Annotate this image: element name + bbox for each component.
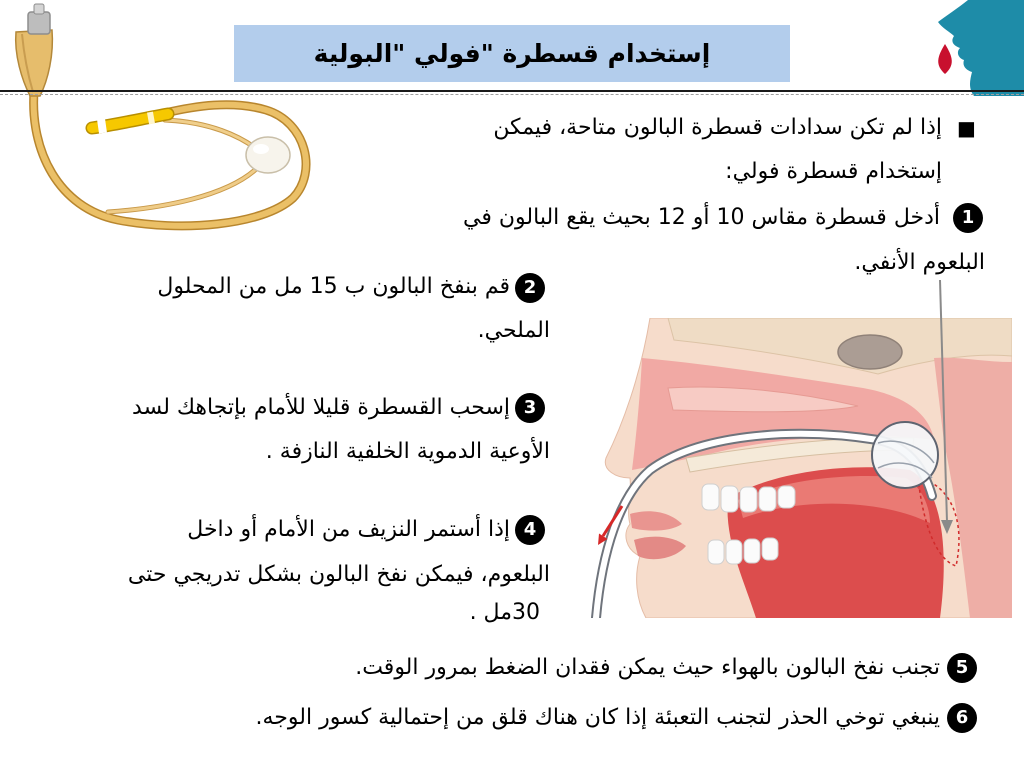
catheter-balloon [872,422,938,488]
step-3-line-2: الأوعية الدموية الخلفية النازفة . [265,439,550,464]
intro-line-2: إستخدام قسطرة فولي: [725,159,942,184]
tooth [740,487,757,512]
title-box [234,25,790,82]
balloon-highlight [253,144,269,154]
step-6-line-1: ينبغي توخي الحذر لتجنب التعبئة إذا كان هناك قلق من إحتمالية كسور الوجه. [255,705,940,730]
step-number-4: 4 [515,515,545,545]
step-4-line-3: 30مل . [469,600,540,625]
tooth [744,539,760,563]
connector-valve-cap [28,12,50,34]
tooth [702,484,719,510]
tooth [762,538,778,560]
step-number-1: 1 [953,203,983,233]
step-number-3: 3 [515,393,545,423]
step-1-line-1: أدخل قسطرة مقاس 10 أو 12 بحيث يقع البالون في [463,205,940,230]
step-number-2: 2 [515,273,545,303]
blood-drop-icon [938,44,952,74]
pointer-arrow-icon [930,276,960,538]
tooth [726,540,742,564]
face-profile-blood-drop-icon [928,0,1024,96]
pointer-line [940,280,947,522]
catheter-return-tube [108,170,255,212]
square-bullet-icon: ■ [957,116,976,140]
tooth [708,540,724,564]
slide-title: إستخدام قسطرة "فولي "البولية [313,39,711,68]
step-2-line-2: الملحي. [477,318,550,343]
step-number-6: 6 [947,703,977,733]
header-divider [0,90,1024,92]
face-profile-shape [938,0,1024,96]
sphenoid-sinus [838,335,902,369]
tooth [721,486,738,512]
upper-teeth [702,484,795,512]
step-4-line-1: إذا أستمر النزيف من الأمام أو داخل [187,517,510,542]
catheter-balloon [246,137,290,173]
step-4-line-2: البلعوم، فيمكن نفخ البالون بشكل تدريجي حتى [127,562,550,587]
step-2-line-1: قم بنفخ البالون ب 15 مل من المحلول [157,274,510,299]
tooth [778,486,795,508]
step-1-line-2: البلعوم الأنفي. [854,250,985,275]
catheter-inner-tube [165,120,258,150]
step-5-line-1: تجنب نفخ البالون بالهواء حيث يمكن فقدان الضغط بمرور الوقت. [355,655,940,680]
connector-valve-tip [34,4,44,14]
pointer-arrow-head [941,520,953,534]
catheter-return-tube-fill [108,170,255,212]
tooth [759,487,776,511]
catheter-connector [16,30,53,96]
header-divider-dashed [0,94,1024,95]
step-3-line-1: إسحب القسطرة قليلا للأمام بإتجاهك لسد [132,395,510,420]
intro-line-1: إذا لم تكن سدادات قسطرة البالون متاحة، فيمكن [493,115,942,140]
step-number-5: 5 [947,653,977,683]
